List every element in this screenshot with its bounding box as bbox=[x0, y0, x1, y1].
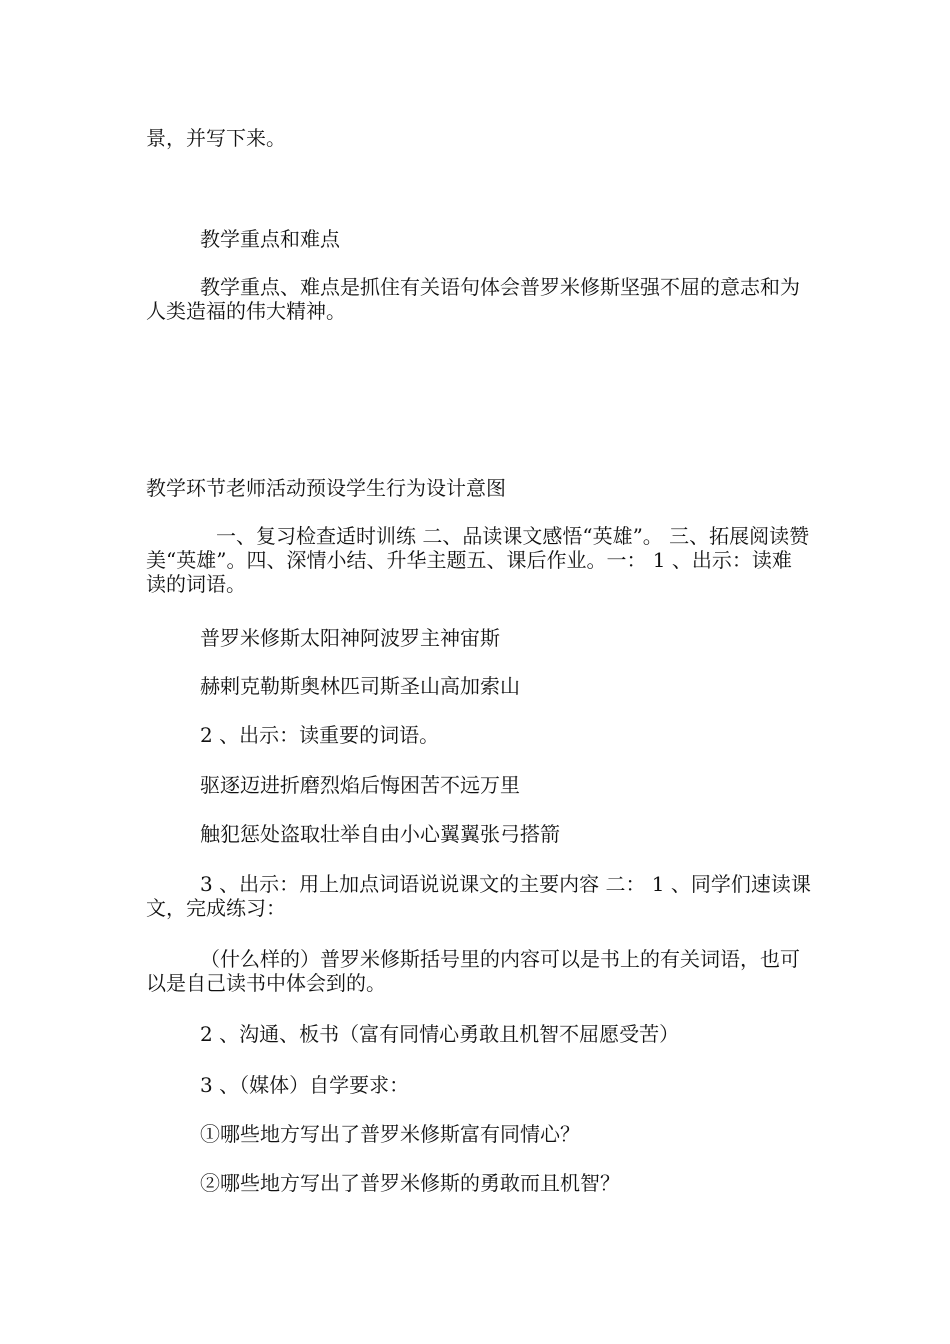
word-list-places: 赫剌克勒斯奥林匹司斯圣山高加索山 bbox=[200, 674, 520, 698]
step-show-important-words: 2 、出示：读重要的词语。 bbox=[200, 723, 440, 747]
question-2: ②哪些地方写出了普罗米修斯的勇敢而且机智？ bbox=[200, 1171, 620, 1195]
paragraph-exercise: （什么样的）普罗米修斯括号里的内容可以是书上的有关词语，也可以是自己读书中体会到的。 bbox=[146, 947, 800, 995]
paragraph-continuation: 景，并写下来。 bbox=[146, 126, 286, 150]
word-list-important-2: 触犯惩处盗取壮举自由小心翼翼张弓搭箭 bbox=[200, 822, 560, 846]
section-heading-key-points: 教学重点和难点 bbox=[200, 227, 340, 251]
paragraph-key-points: 教学重点、难点是抓住有关语句体会普罗米修斯坚强不屈的意志和为人类造福的伟大精神。 bbox=[146, 275, 800, 323]
step-self-study-requirements: 3 、（媒体）自学要求： bbox=[200, 1073, 410, 1097]
table-header-line: 教学环节老师活动预设学生行为设计意图 bbox=[146, 476, 506, 500]
step-board-writing: 2 、沟通、板书（富有同情心勇敢且机智不屈愿受苦） bbox=[200, 1022, 680, 1046]
word-list-names: 普罗米修斯太阳神阿波罗主神宙斯 bbox=[200, 626, 500, 650]
paragraph-main-content: 3 、出示：用上加点词语说说课文的主要内容 二： 1 、同学们速读课文，完成练习： bbox=[146, 872, 811, 920]
word-list-important-1: 驱逐迈进折磨烈焰后悔困苦不远万里 bbox=[200, 773, 520, 797]
paragraph-teaching-steps: 一、复习检查适时训练 二、品读课文感悟“英雄”。 三、拓展阅读赞美“英雄”。四、深情小结、升华主题五、课后作业。一： 1 、出示：读难读的词语。 bbox=[146, 524, 810, 596]
question-1: ①哪些地方写出了普罗米修斯富有同情心？ bbox=[200, 1122, 580, 1146]
